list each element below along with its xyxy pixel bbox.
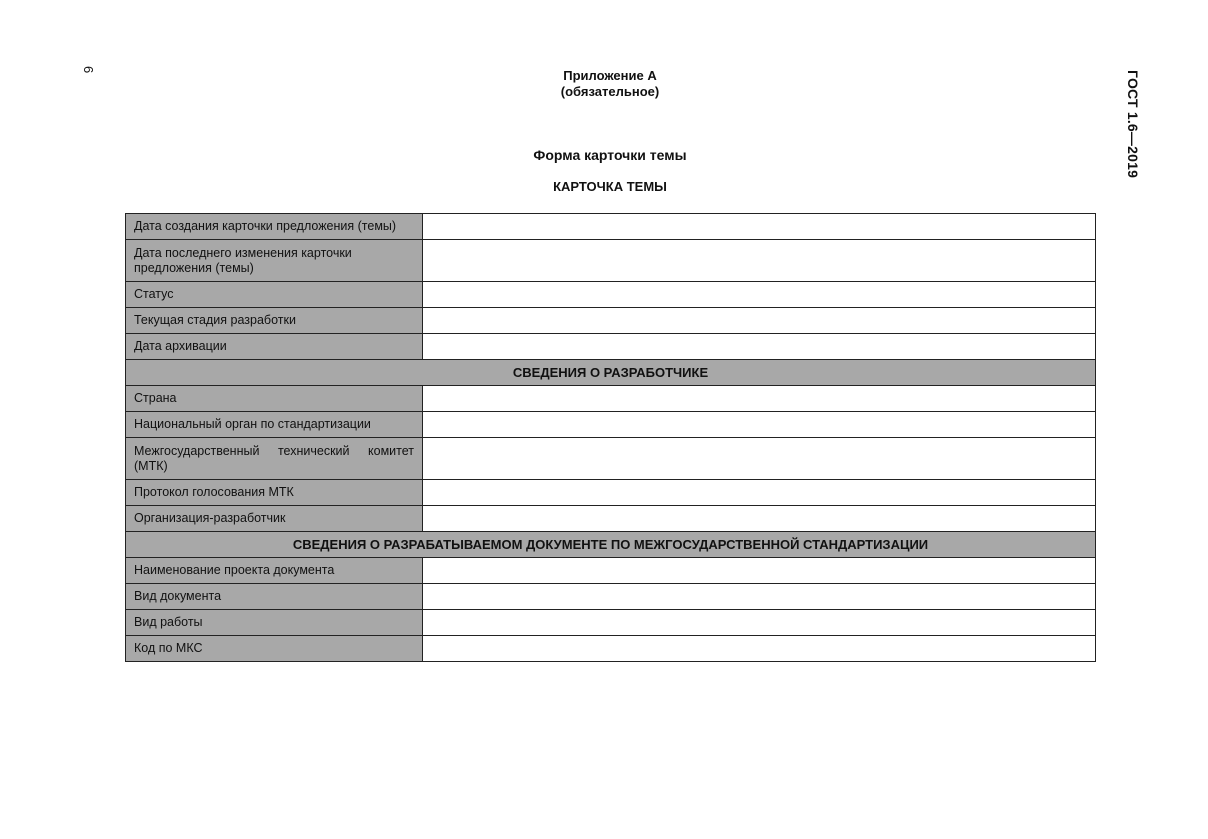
section-header-row — [126, 532, 1096, 558]
table-row — [126, 584, 1096, 610]
row-label: Организация-разработчик — [126, 506, 423, 532]
row-label: Вид работы — [126, 610, 423, 636]
appendix-title: Приложение А — [563, 68, 657, 83]
row-label: Страна — [126, 386, 423, 412]
row-label: Дата последнего изменения карточки предложения (темы) — [126, 240, 423, 282]
page-number: 6 — [81, 66, 96, 74]
developer-section-title: СВЕДЕНИЯ О РАЗРАБОТЧИКЕ — [126, 360, 1096, 386]
row-label: Дата архивации — [126, 334, 423, 360]
topic-card-table — [125, 213, 1096, 662]
table-row — [126, 334, 1096, 360]
row-value-cell[interactable] — [423, 334, 1096, 360]
row-value-cell[interactable] — [423, 282, 1096, 308]
row-value-cell[interactable] — [423, 214, 1096, 240]
appendix-status: (обязательное) — [560, 84, 660, 99]
row-value-cell[interactable] — [423, 438, 1096, 480]
table-row — [126, 480, 1096, 506]
row-label: Вид документа — [126, 584, 423, 610]
row-value-cell[interactable] — [423, 240, 1096, 282]
table-row — [126, 438, 1096, 480]
row-value-cell[interactable] — [423, 558, 1096, 584]
row-label: Протокол голосования МТК — [126, 480, 423, 506]
row-value-cell[interactable] — [423, 584, 1096, 610]
row-label: Национальный орган по стандартизации — [126, 412, 423, 438]
table-row — [126, 240, 1096, 282]
row-value-cell[interactable] — [423, 480, 1096, 506]
row-label: Дата создания карточки предложения (темы) — [126, 214, 423, 240]
table-row — [126, 610, 1096, 636]
row-label: Статус — [126, 282, 423, 308]
table-row — [126, 558, 1096, 584]
table-row — [126, 386, 1096, 412]
document-section-title: СВЕДЕНИЯ О РАЗРАБАТЫВАЕМОМ ДОКУМЕНТЕ ПО МЕЖГОСУДАРСТВЕННОЙ СТАНДАРТИЗАЦИИ — [126, 532, 1096, 558]
table-row — [126, 412, 1096, 438]
row-label: Наименование проекта документа — [126, 558, 423, 584]
appendix-heading — [0, 68, 1208, 100]
row-label: Текущая стадия разработки — [126, 308, 423, 334]
row-label: Межгосударственный технический комитет (МТК) — [126, 438, 423, 480]
card-title: КАРТОЧКА ТЕМЫ — [553, 179, 667, 194]
row-value-cell[interactable] — [423, 308, 1096, 334]
row-value-cell[interactable] — [423, 636, 1096, 662]
section-header-row — [126, 360, 1096, 386]
table-row — [126, 308, 1096, 334]
table-row — [126, 506, 1096, 532]
row-label: Код по МКС — [126, 636, 423, 662]
table-row — [126, 636, 1096, 662]
row-value-cell[interactable] — [423, 506, 1096, 532]
row-value-cell[interactable] — [423, 610, 1096, 636]
table-row — [126, 214, 1096, 240]
row-value-cell[interactable] — [423, 412, 1096, 438]
standard-code: ГОСТ 1.6—2019 — [1125, 70, 1141, 179]
row-value-cell[interactable] — [423, 386, 1096, 412]
table-row — [126, 282, 1096, 308]
form-title: Форма карточки темы — [533, 147, 687, 163]
